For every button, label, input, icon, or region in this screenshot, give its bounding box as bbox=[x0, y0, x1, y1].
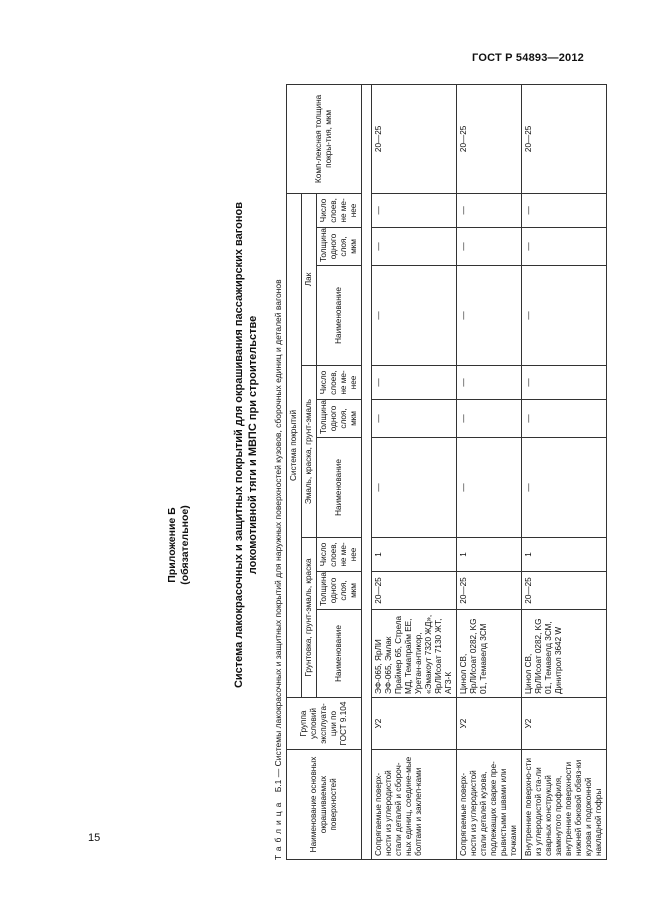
header-lacquer-group: Лак bbox=[302, 193, 317, 365]
enamel-name-cell: — bbox=[522, 438, 607, 538]
coating-systems-table bbox=[286, 84, 607, 860]
enamel-layers-cell: — bbox=[522, 366, 607, 400]
complex-thickness-cell: 20—25 bbox=[372, 84, 457, 193]
complex-thickness-cell: 20—25 bbox=[522, 84, 607, 193]
lacquer-layers-cell: — bbox=[522, 193, 607, 227]
enamel-thickness-cell: — bbox=[522, 400, 607, 438]
header-enamel-thickness: Толщина одного слоя, мкм bbox=[317, 400, 362, 438]
primer-layers-cell: 1 bbox=[372, 538, 457, 572]
header-primer-thickness: Толщина одного слоя, мкм bbox=[317, 572, 362, 610]
lacquer-thickness-cell: — bbox=[522, 228, 607, 266]
title-line-1: Система лакокрасочных и защитных покрытий для окрашивания пассажирских вагонов bbox=[233, 201, 245, 689]
header-complex: Комп-лексная толщина покры-тия, мкм bbox=[287, 84, 362, 193]
surface-cell: Сопрягаемые поверх-ности из углеродистой стали деталей и сбороч-ных единиц, соедине-мые болтами и заклеп-ками bbox=[372, 750, 457, 860]
group-cell: У2 bbox=[372, 698, 457, 750]
group-cell: У2 bbox=[457, 698, 522, 750]
lacquer-name-cell: — bbox=[457, 266, 522, 366]
enamel-name-cell: — bbox=[372, 438, 457, 538]
lacquer-layers-cell: — bbox=[372, 193, 457, 227]
header-primer-group: Грунтовка, грунт-эмаль, краска bbox=[302, 538, 317, 698]
table-row bbox=[372, 84, 457, 859]
primer-thickness-cell: 20—25 bbox=[522, 572, 607, 610]
enamel-layers-cell: — bbox=[372, 366, 457, 400]
enamel-thickness-cell: — bbox=[457, 400, 522, 438]
header-enamel-group: Эмаль, краска, грунт-эмаль bbox=[302, 366, 317, 538]
header-lacquer-layers: Число слоев, не ме-нее bbox=[317, 193, 362, 227]
page-number: 15 bbox=[88, 832, 101, 844]
table-caption bbox=[273, 279, 283, 860]
primer-layers-cell: 1 bbox=[522, 538, 607, 572]
appendix-title bbox=[166, 230, 192, 860]
header-lacquer-name: Наименование bbox=[317, 266, 362, 366]
appendix-label: Приложение Б bbox=[166, 507, 178, 583]
header-primer-name: Наименование bbox=[317, 610, 362, 698]
lacquer-name-cell: — bbox=[372, 266, 457, 366]
primer-thickness-cell: 20—25 bbox=[372, 572, 457, 610]
header-enamel-layers: Число слоев, не ме-нее bbox=[317, 366, 362, 400]
caption-label: Таблица bbox=[273, 798, 283, 860]
table-row bbox=[522, 84, 607, 859]
header-lacquer-thickness: Толщина одного слоя, мкм bbox=[317, 228, 362, 266]
lacquer-thickness-cell: — bbox=[457, 228, 522, 266]
appendix-status: (обязательное) bbox=[179, 505, 191, 585]
title-line-2: локомотивной тяги и МВПС при строительстве bbox=[247, 315, 259, 575]
caption-number: Б.1 — bbox=[273, 768, 283, 793]
enamel-thickness-cell: — bbox=[372, 400, 457, 438]
group-cell: У2 bbox=[522, 698, 607, 750]
primer-thickness-cell: 20—25 bbox=[457, 572, 522, 610]
primer-name-cell: Цинол СВ, ЯрЛИсоат 0282, KG 01, Темавелд 3СМ bbox=[457, 610, 522, 698]
primer-name-cell: Цинол СВ, ЯрЛИсоат 0282, KG 01, Темавелд 3СМ, Динитрол 3642 W bbox=[522, 610, 607, 698]
enamel-layers-cell: — bbox=[457, 366, 522, 400]
header-group: Группа условий эксплуата-ции по ГОСТ 9.104 bbox=[287, 698, 362, 750]
surface-cell: Сопрягаемые поверх-ности из углеродистой стали деталей кузова, подлежащих сварке пре-рывистыми швами или точками bbox=[457, 750, 522, 860]
primer-name-cell: ЭФ-065, ЯрЛИ ЭФ-065, Эмлак Праймер 65, Стрела МД, Темапрайм ЕЕ, Уретан-антикор, «Эмакоут 7320 ЖД», ЯрЛИсоат 7130 ЖТ, АГЗ-К bbox=[372, 610, 457, 698]
caption-text: Системы лакокрасочных и защитных покрытий для наружных поверхностей кузовов, сборочных единиц и деталей вагонов bbox=[273, 279, 283, 767]
enamel-name-cell: — bbox=[457, 438, 522, 538]
lacquer-layers-cell: — bbox=[457, 193, 522, 227]
lacquer-thickness-cell: — bbox=[372, 228, 457, 266]
lacquer-name-cell: — bbox=[522, 266, 607, 366]
rotated-page-content bbox=[118, 60, 618, 860]
header-spacer-row bbox=[362, 84, 372, 859]
document-title bbox=[232, 140, 260, 750]
table-row bbox=[457, 84, 522, 859]
header-enamel-name: Наименование bbox=[317, 438, 362, 538]
surface-cell: Внутренние поверхно-сти из углеродистой ста-ли сварных конструкций замкнутого профиля, внутренние поверхности нижней боковой обвяз-ки кузова и подоконной накладной гофры bbox=[522, 750, 607, 860]
header-surfaces: Наименование основных окрашиваемых поверхностей bbox=[287, 750, 362, 860]
primer-layers-cell: 1 bbox=[457, 538, 522, 572]
standard-header: ГОСТ Р 54893—2012 bbox=[472, 52, 584, 64]
complex-thickness-cell: 20—25 bbox=[457, 84, 522, 193]
header-primer-layers: Число слоев, не ме-нее bbox=[317, 538, 362, 572]
header-system: Система покрытий bbox=[287, 193, 302, 697]
